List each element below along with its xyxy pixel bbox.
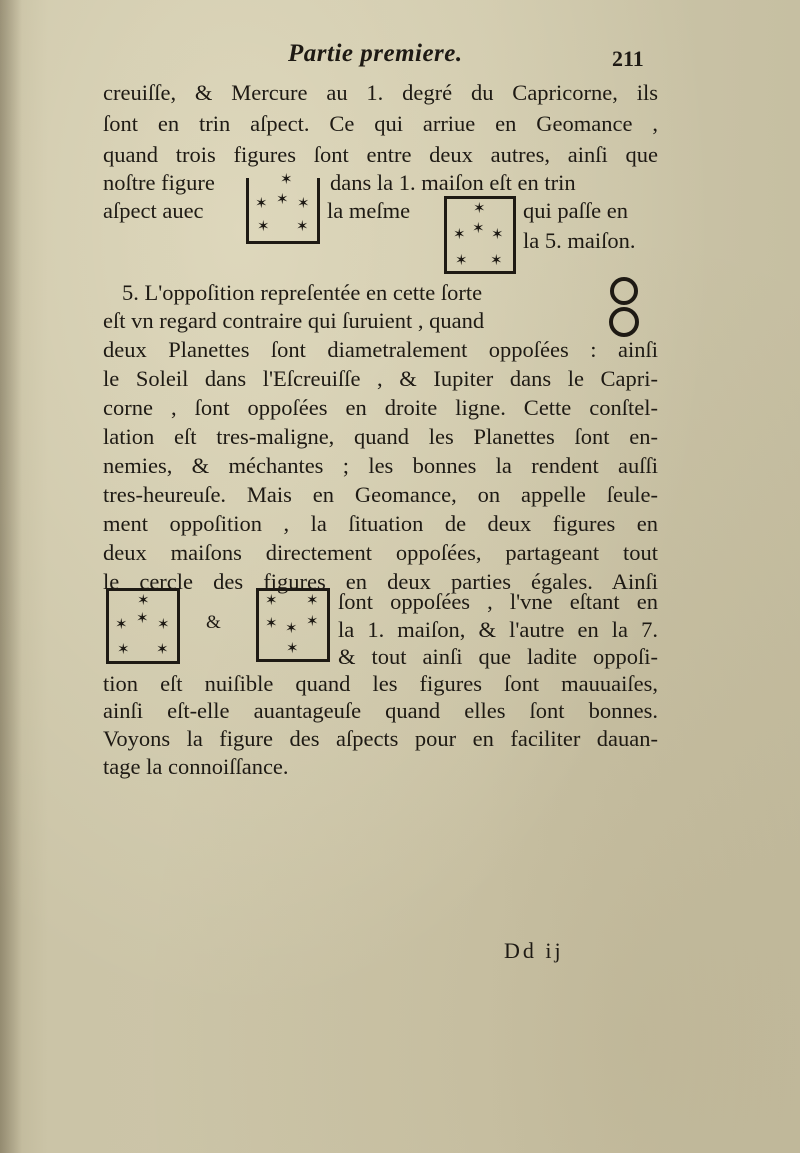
text-line: deux maiſons directement oppoſées, partageant tout	[103, 540, 658, 565]
opposition-symbol-icon	[604, 276, 644, 338]
star-icon: ✶	[117, 640, 130, 658]
text-line: & tout ainſi que ladite oppoſi-	[338, 644, 658, 669]
text-line: nemies, & méchantes ; les bonnes la rendent auſſi	[103, 453, 658, 478]
star-icon: ✶	[455, 251, 468, 269]
star-icon: ✶	[285, 619, 298, 637]
star-icon: ✶	[306, 591, 319, 609]
star-icon: ✶	[296, 217, 309, 235]
star-icon: ✶	[490, 251, 503, 269]
star-icon: ✶	[286, 639, 299, 657]
star-icon: ✶	[306, 612, 319, 630]
text-line: deux Planettes ſont diametralement oppoſées : ainſi	[103, 337, 658, 362]
signature-mark: Dd ij	[504, 938, 564, 963]
text-line: ſont oppoſées , l'vne eſtant en	[338, 589, 658, 614]
star-icon: ✶	[136, 609, 149, 627]
text-line: lation eſt tres-maligne, quand les Planettes ſont en-	[103, 424, 658, 449]
star-icon: ✶	[473, 199, 486, 217]
star-icon: ✶	[265, 614, 278, 632]
page-gutter-shadow	[0, 0, 22, 1153]
running-head: Partie premiere.	[288, 40, 463, 67]
star-icon: ✶	[297, 194, 310, 212]
text-line: le cercle des figures en deux parties égales. Ainſi	[103, 569, 658, 594]
text-line: la meſme	[327, 198, 411, 223]
star-icon: ✶	[156, 640, 169, 658]
text-line: qui paſſe en	[523, 198, 628, 223]
star-icon: ✶	[472, 219, 485, 237]
geomantic-figure-box	[106, 588, 180, 664]
text-line: tion eſt nuiſible quand les figures ſont mauuaiſes,	[103, 671, 658, 696]
text-line: le Soleil dans l'Eſcreuiſſe , & Iupiter dans le Capri-	[103, 366, 658, 391]
star-icon: ✶	[491, 225, 504, 243]
text-line: ment oppoſition , la ſituation de deux figures en	[103, 511, 658, 536]
star-icon: ✶	[255, 194, 268, 212]
text-line: dans la 1. maiſon eſt en trin	[330, 170, 576, 195]
text-line: la 1. maiſon, & l'autre en la 7.	[338, 617, 658, 642]
geomantic-figure-box	[256, 588, 330, 662]
geomantic-figure-box	[246, 170, 320, 244]
text-line: tage la connoiſſance.	[103, 754, 289, 779]
text-line: Voyons la figure des aſpects pour en faciliter dauan-	[103, 726, 658, 751]
text-line: corne , ſont oppoſées en droite ligne. Cette conſtel-	[103, 395, 658, 420]
text-line: quand trois figures ſont entre deux autres, ainſi que	[103, 142, 658, 167]
text-line: 5. L'oppoſition repreſentée en cette ſorte	[122, 280, 483, 305]
text-line: tres-heureuſe. Mais en Geomance, on appelle ſeule-	[103, 482, 658, 507]
star-icon: ✶	[137, 591, 150, 609]
text-line: creuiſſe, & Mercure au 1. degré du Capricorne, ils	[103, 80, 658, 105]
text-line: la 5. maiſon.	[523, 228, 636, 253]
star-icon: ✶	[265, 591, 278, 609]
text-line: eſt vn regard contraire qui ſuruient , quand	[103, 308, 485, 333]
ampersand: &	[206, 612, 221, 633]
page-number: 211	[612, 46, 644, 71]
star-icon: ✶	[453, 225, 466, 243]
star-icon: ✶	[157, 615, 170, 633]
text-line: aſpect auec	[103, 198, 204, 223]
star-icon: ✶	[276, 190, 289, 208]
text-line: ainſi eſt-elle auantageuſe quand elles ſont bonnes.	[103, 698, 658, 723]
text-line: ſont en trin aſpect. Ce qui arriue en Geomance ,	[103, 111, 658, 136]
star-icon: ✶	[115, 615, 128, 633]
text-line: noſtre figure	[103, 170, 215, 195]
geomantic-figure-box	[444, 196, 516, 274]
star-icon: ✶	[280, 170, 293, 188]
star-icon: ✶	[257, 217, 270, 235]
